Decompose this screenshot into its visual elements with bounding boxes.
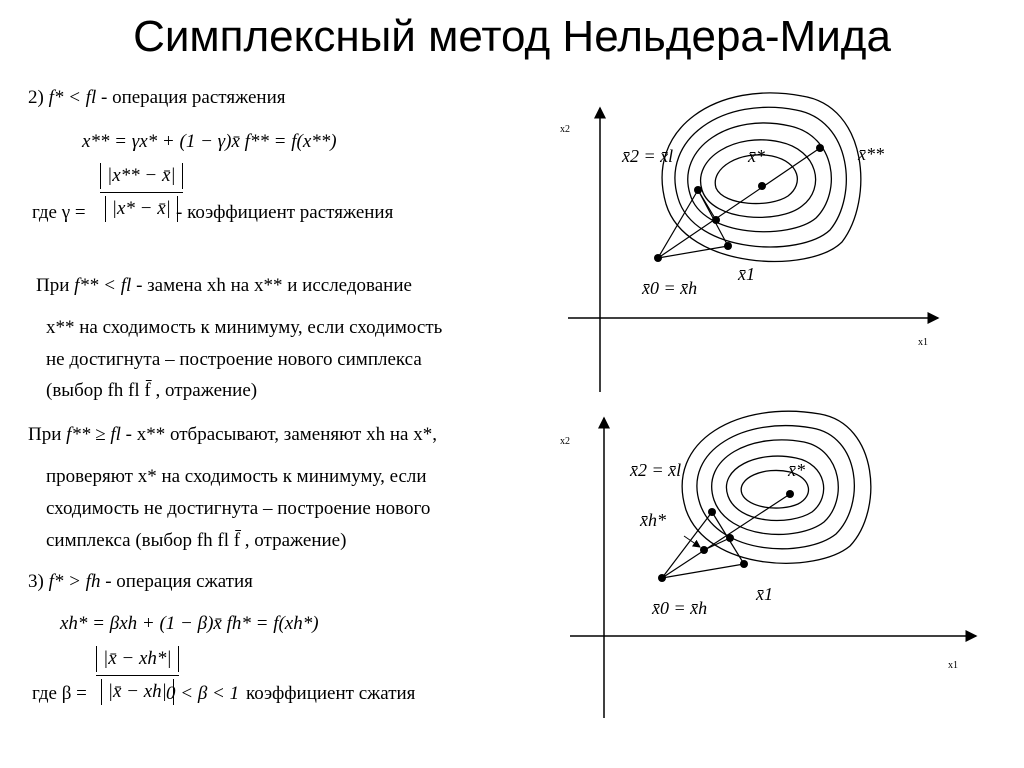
s3-number: 3) — [28, 571, 44, 592]
fig1-point-x1 — [724, 242, 732, 250]
s3-operation: - операция сжатия — [105, 571, 253, 592]
fig2-label-xstar: x̄* — [788, 460, 805, 480]
fig1-label-xstar: x̄* — [748, 146, 765, 166]
s3-beta-where: где β = — [32, 683, 87, 704]
s2-number: 2) — [28, 87, 44, 108]
figure-contraction — [560, 411, 976, 718]
s3-beta-range: 0 < β < 1 — [166, 683, 240, 704]
fig1-point-x0 — [654, 254, 662, 262]
fig2-contours — [682, 411, 871, 563]
p2-pri: При — [28, 424, 62, 445]
s2-gamma-denominator: |x* − x̄| — [105, 196, 178, 222]
fig2-label-x2: x̄2 = x̄l — [630, 460, 682, 480]
s3-beta-numerator: |x̄ − xh*| — [96, 646, 179, 672]
s3-condition: f* > fh — [48, 571, 101, 592]
page-title: Симплексный метод Нельдера-Мида — [133, 12, 891, 61]
p1-pri: При — [36, 275, 70, 296]
fig2-point-xstar — [786, 490, 794, 498]
p2-condition: f** ≥ fl — [66, 424, 121, 445]
s3-beta-denominator: |x̄ − xh| — [101, 679, 174, 705]
s2-operation: - операция растяжения — [101, 87, 286, 108]
figure-expansion — [560, 93, 938, 392]
p2-line2: проверяют x* на сходимость к минимуму, если — [46, 466, 427, 487]
fig1-point-x2 — [694, 186, 702, 194]
fig2-label-x1: x̄1 — [756, 584, 773, 604]
s3-beta-desc: коэффициент сжатия — [246, 683, 416, 704]
p1-condition: f** < fl — [74, 275, 132, 296]
fig1-axis-x-label: x1 — [918, 337, 928, 348]
fig1-label-x0: x̄0 = x̄h — [642, 278, 698, 298]
fig2-point-xhstar — [700, 546, 708, 554]
fig2-point-center — [726, 534, 734, 542]
fig2-point-x1 — [740, 560, 748, 568]
fig2-point-x0 — [658, 574, 666, 582]
fig1-simplex — [658, 148, 820, 258]
fig2-axis-y-label: x2 — [560, 436, 570, 447]
s3-formula: xh* = βxh + (1 − β)x̄ fh* = f(xh*) — [60, 613, 319, 634]
fig1-label-x1: x̄1 — [738, 264, 755, 284]
fig1-contours — [662, 93, 861, 262]
p2-line4: симплекса (выбор fh fl f̄ , отражение) — [46, 530, 347, 551]
fig1-label-xstarstar: x̄** — [858, 144, 884, 164]
fig1-label-x2: x̄2 = x̄l — [622, 146, 674, 166]
fig1-point-xstar — [758, 182, 766, 190]
p2-line3: сходимость не достигнута – построение нового — [46, 498, 431, 519]
fig1-point-xstarstar — [816, 144, 824, 152]
p1-line2: x** на сходимость к минимуму, если сходимость — [46, 317, 443, 338]
s2-gamma-desc: - коэффициент растяжения — [176, 202, 394, 223]
p1-line4: (выбор fh fl f̄ , отражение) — [46, 380, 258, 401]
p1-line3: не достигнута – построение нового симплекса — [46, 349, 422, 370]
s2-condition: f* < fl — [48, 87, 97, 108]
fig2-label-xhstar: x̄h* — [640, 510, 666, 530]
s2-formula: x** = γx* + (1 − γ)x̄ f** = f(x**) — [82, 131, 337, 152]
fig2-simplex — [662, 494, 790, 578]
fig1-axis-y-label: x2 — [560, 124, 570, 135]
fig2-point-x2 — [708, 508, 716, 516]
fig2-label-x0: x̄0 = x̄h — [652, 598, 708, 618]
s2-gamma-numerator: |x** − x̄| — [100, 163, 183, 189]
p1-rest: - замена xh на x** и исследование — [136, 275, 412, 296]
s2-gamma-where: где γ = — [32, 202, 86, 223]
fig1-point-center — [712, 216, 720, 224]
p2-rest: - x** отбрасывают, заменяют xh на x*, — [125, 424, 437, 445]
fig2-axis-x-label: x1 — [948, 660, 958, 671]
